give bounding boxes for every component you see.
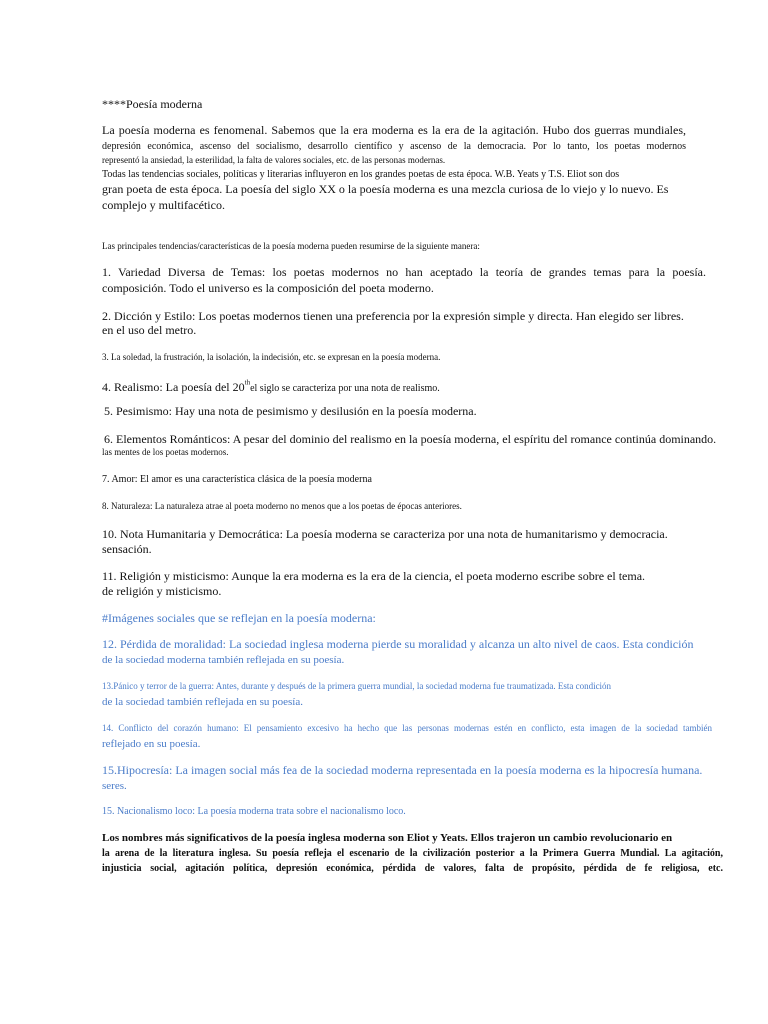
intro-line-2: depresión económica, ascenso del socialismo, desarrollo científico y ascenso de la democracia. Por lo tanto, los poetas modernos — [102, 141, 686, 152]
item-4-superscript: th — [244, 378, 251, 387]
social-14-line-1: 14. Conflicto del corazón humano: El pensamiento excesivo ha hecho que las personas modernas estén en conflicto, esta imagen de la sociedad también — [102, 723, 712, 733]
intro-line-4: Todas las tendencias sociales, políticas y literarias influyeron en los grandes poetas de esta época. W.B. Yeats y T.S. Eliot son dos — [102, 169, 620, 180]
social-12-line-1: 12. Pérdida de moralidad: La sociedad inglesa moderna pierde su moralidad y alcanza un alto nivel de caos. Esta condición — [102, 637, 694, 651]
intro-line-1: La poesía moderna es fenomenal. Sabemos que la era moderna es la era de la agitación. Hubo dos guerras mundiales, — [102, 123, 686, 137]
item-1-line-2: composición. Todo el universo es la composición del poeta moderno. — [102, 281, 434, 295]
social-15b: 15. Nacionalismo loco: La poesía moderna trata sobre el nacionalismo loco. — [102, 806, 406, 817]
social-15a-line-2: seres. — [102, 780, 127, 792]
summary-line: Las principales tendencias/características de la poesía moderna pueden resumirse de la siguiente manera: — [102, 241, 480, 251]
item-4-text-b: el siglo se caracteriza por una nota de realismo. — [250, 383, 440, 394]
social-12-line-2: de la sociedad moderna también reflejada en su poesía. — [102, 654, 345, 666]
item-4 — [102, 378, 440, 396]
intro-line-5: gran poeta de esta época. La poesía del siglo XX o la poesía moderna es una mezcla curiosa de lo viejo y lo nuevo. Es — [102, 182, 669, 196]
closing-line-2: la arena de la literatura inglesa. Su poesía refleja el escenario de la civilización posterior a la Primera Guerra Mundial. La agitación, — [102, 848, 723, 859]
closing-line-3: injusticia social, agitación política, depresión económica, pérdida de valores, falta de propósito, pérdida de fe religiosa, etc. — [102, 863, 723, 874]
item-4-text-a: 4. Realismo: La poesía del 20 — [102, 380, 245, 394]
closing-line-1: Los nombres más significativos de la poesía inglesa moderna son Eliot y Yeats. Ellos trajeron un cambio revolucionario en — [102, 832, 673, 844]
item-6-line-1: 6. Elementos Románticos: A pesar del dominio del realismo en la poesía moderna, el espíritu del romance continúa dominando. — [104, 432, 717, 446]
doc-heading: ****Poesía moderna — [102, 97, 203, 111]
social-14-line-2: reflejado en su poesía. — [102, 738, 201, 750]
social-15a-line-1: 15.Hipocresía: La imagen social más fea de la sociedad moderna representada en la poesía moderna es la hipocresía humana. — [102, 763, 703, 777]
item-1-line-1: 1. Variedad Diversa de Temas: los poetas modernos no han aceptado la teoría de grandes temas para la poesía. — [102, 265, 706, 279]
item-2-line-2: en el uso del metro. — [102, 323, 197, 337]
item-11-line-2: de religión y misticismo. — [102, 584, 222, 598]
intro-line-6: complejo y multifacético. — [102, 198, 225, 212]
item-7: 7. Amor: El amor es una característica clásica de la poesía moderna — [102, 474, 372, 485]
intro-line-3: representó la ansiedad, la esterilidad, la falta de valores sociales, etc. de las personas modernas. — [102, 155, 446, 165]
social-13-line-2: de la sociedad también reflejada en su poesía. — [102, 696, 303, 708]
item-10-line-1: 10. Nota Humanitaria y Democrática: La poesía moderna se caracteriza por una nota de humanitarismo y democracia. — [102, 527, 668, 541]
item-8: 8. Naturaleza: La naturaleza atrae al poeta moderno no menos que a los poetas de épocas anteriores. — [102, 501, 462, 511]
item-3: 3. La soledad, la frustración, la isolación, la indecisión, etc. se expresan en la poesía moderna. — [102, 352, 441, 362]
social-heading: #Imágenes sociales que se reflejan en la poesía moderna: — [102, 611, 376, 625]
social-13-line-1: 13.Pánico y terror de la guerra: Antes, durante y después de la primera guerra mundial, la sociedad moderna fue traumatizada. Esta condición — [102, 681, 612, 691]
item-11-line-1: 11. Religión y misticismo: Aunque la era moderna es la era de la ciencia, el poeta moderno escribe sobre el tema. — [102, 569, 646, 583]
item-5: 5. Pesimismo: Hay una nota de pesimismo y desilusión en la poesía moderna. — [104, 404, 477, 418]
item-6-line-2: las mentes de los poetas modernos. — [102, 447, 229, 457]
item-2-line-1: 2. Dicción y Estilo: Los poetas modernos tienen una preferencia por la expresión simple y directa. Han elegido ser libres. — [102, 309, 684, 323]
item-10-line-2: sensación. — [102, 542, 152, 556]
